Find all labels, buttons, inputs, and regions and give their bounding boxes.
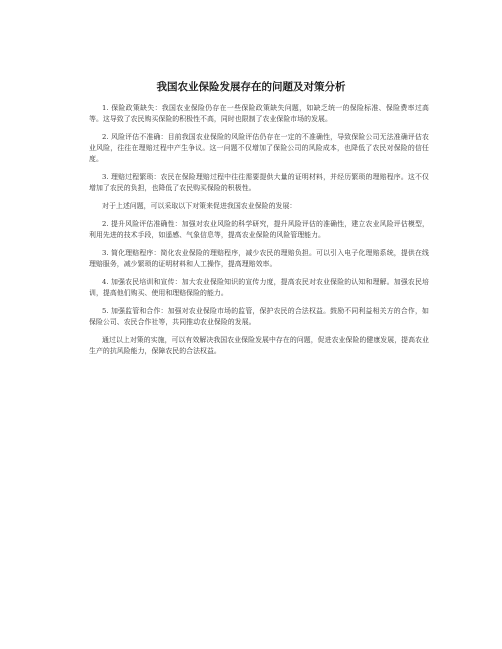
paragraph-problem-policy: 1. 保险政策缺失：我国农业保险仍存在一些保险政策缺失问题，如缺乏统一的保险标准、保险费率过高等。这导致了农民购买保险的积极性不高，同时也限制了农业保险市场的发展。 bbox=[89, 104, 429, 123]
paragraph-problem-risk-assessment: 2. 风险评估不准确：目前我国农业保险的风险评估仍存在一定的不准确性，导致保险公司无法准确评估农业风险，往往在理赔过程中产生争议。这一问题不仅增加了保险公司的风险成本，也降低了农民对保险的信任度。 bbox=[89, 133, 429, 163]
document-body bbox=[89, 103, 429, 364]
paragraph-conclusion: 通过以上对策的实施，可以有效解决我国农业保险发展中存在的问题，促进农业保险的健康发展，提高农业生产的抗风险能力，保障农民的合法权益。 bbox=[89, 336, 429, 355]
paragraph-problem-claims: 3. 理赔过程繁琐：农民在保险理赔过程中往往需要提供大量的证明材料，并经历繁琐的理赔程序。这不仅增加了农民的负担，也降低了农民购买保险的积极性。 bbox=[89, 173, 429, 192]
paragraph-countermeasure-claims: 3. 简化理赔程序：简化农业保险的理赔程序，减少农民的理赔负担。可以引入电子化理赔系统，提供在线理赔服务，减少繁琐的证明材料和人工操作，提高理赔效率。 bbox=[89, 249, 429, 268]
paragraph-countermeasures-intro: 对于上述问题，可以采取以下对策来促进我国农业保险的发展： bbox=[102, 202, 297, 210]
paragraph-countermeasure-risk-assessment: 2. 提升风险评估准确性：加强对农业风险的科学研究，提升风险评估的准确性，建立农业风险评估模型，利用先进的技术手段，如遥感、气象信息等，提高农业保险的风险管理能力。 bbox=[89, 220, 429, 239]
paragraph-countermeasure-training: 4. 加强农民培训和宣传：加大农业保险知识的宣传力度，提高农民对农业保险的认知和理解。加强农民培训，提高他们购买、使用和理赔保险的能力。 bbox=[89, 278, 429, 297]
paragraph-countermeasure-supervision: 5. 加强监管和合作：加强对农业保险市场的监管，保护农民的合法权益。鼓励不同利益相关方的合作，如保险公司、农民合作社等，共同推动农业保险的发展。 bbox=[89, 307, 429, 326]
document-title: 我国农业保险发展存在的问题及对策分析 bbox=[156, 81, 346, 93]
